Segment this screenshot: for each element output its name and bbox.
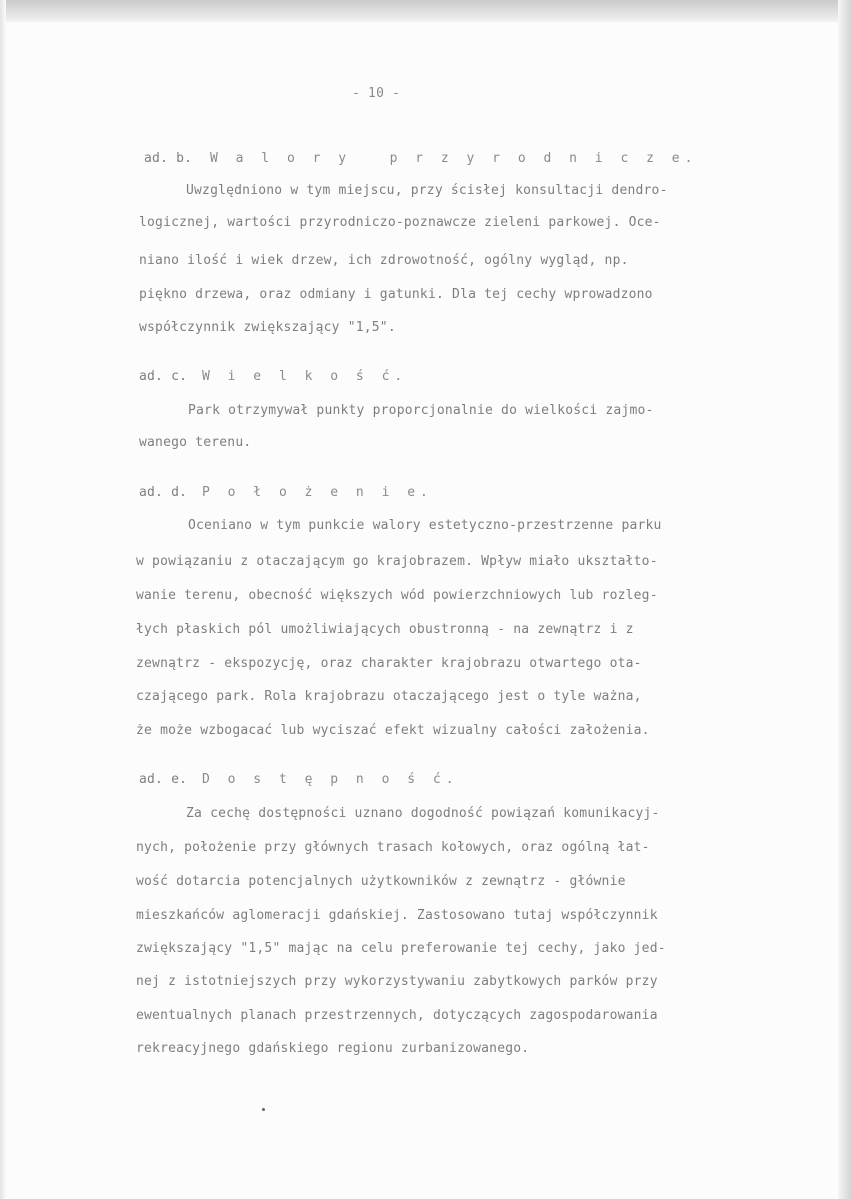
section-d-line: łych płaskich pól umożliwiających obustronną - na zewnątrz i z bbox=[136, 622, 634, 637]
section-e-line: nych, położenie przy głównych trasach kołowych, oraz ogólną łat- bbox=[136, 840, 650, 855]
section-d-line: czającego park. Rola krajobrazu otaczającego jest o tyle ważna, bbox=[136, 689, 642, 704]
section-e-line: zwiększający "1,5" mając na celu preferowanie tej cechy, jako jed- bbox=[136, 941, 666, 956]
section-b-line: współczynnik zwiększający "1,5". bbox=[139, 320, 396, 335]
section-b-line: Uwzględniono w tym miejscu, przy ścisłej konsultacji dendro- bbox=[186, 183, 668, 198]
section-e-line: mieszkańców aglomeracji gdańskiej. Zastosowano tutaj współczynnik bbox=[136, 908, 658, 923]
scan-top-edge bbox=[0, 0, 852, 22]
section-d-line: wanie terenu, obecność większych wód powierzchniowych lub rozleg- bbox=[136, 588, 658, 603]
ink-speck bbox=[262, 1108, 265, 1111]
scan-right-edge bbox=[838, 0, 852, 1199]
section-e-line: ewentualnych planach przestrzennych, dotyczących zagospodarowania bbox=[136, 1008, 658, 1023]
section-c-heading-title: W i e l k o ś ć. bbox=[202, 369, 408, 384]
section-d-line: w powiązaniu z otaczającym go krajobrazem. Wpływ miało ukształto- bbox=[136, 554, 658, 569]
section-e-line: Za cechę dostępności uznano dogodność powiązań komunikacyj- bbox=[186, 806, 660, 821]
section-e-heading-title: D o s t ę p n o ś ć. bbox=[202, 772, 459, 787]
section-b-line: piękno drzewa, oraz odmiany i gatunki. Dla tej cechy wprowadzono bbox=[139, 287, 653, 302]
section-e-line: nej z istotniejszych przy wykorzystywaniu zabytkowych parków przy bbox=[136, 974, 658, 989]
scan-left-edge bbox=[0, 0, 6, 1199]
page-number: - 10 - bbox=[352, 86, 401, 101]
section-e-line: wość dotarcia potencjalnych użytkowników z zewnątrz - głównie bbox=[136, 874, 626, 889]
section-b-heading-prefix: ad. b. bbox=[144, 151, 193, 166]
section-d-line: że może wzbogacać lub wyciszać efekt wizualny całości założenia. bbox=[136, 723, 650, 738]
section-e-heading-prefix: ad. e. bbox=[139, 772, 188, 787]
section-b-line: niano ilość i wiek drzew, ich zdrowotność, ogólny wygląd, np. bbox=[139, 253, 629, 268]
section-b-line: logicznej, wartości przyrodniczo-poznawcze zieleni parkowej. Oce- bbox=[139, 215, 661, 230]
section-d-heading-title: P o ł o ż e n i e. bbox=[202, 485, 433, 500]
section-d-line: Oceniano w tym punkcie walory estetyczno-przestrzenne parku bbox=[188, 518, 662, 533]
section-d-line: zewnątrz - ekspozycję, oraz charakter krajobrazu otwartego ota- bbox=[136, 656, 642, 671]
section-d-heading-prefix: ad. d. bbox=[139, 485, 188, 500]
section-e-line: rekreacyjnego gdańskiego regionu zurbanizowanego. bbox=[136, 1041, 530, 1056]
section-c-heading-prefix: ad. c. bbox=[139, 369, 188, 384]
section-c-line: wanego terenu. bbox=[139, 435, 252, 450]
section-b-heading-title: W a l o r y p r z y r o d n i c z e. bbox=[210, 151, 698, 166]
section-c-line: Park otrzymywał punkty proporcjonalnie do wielkości zajmo- bbox=[188, 403, 654, 418]
